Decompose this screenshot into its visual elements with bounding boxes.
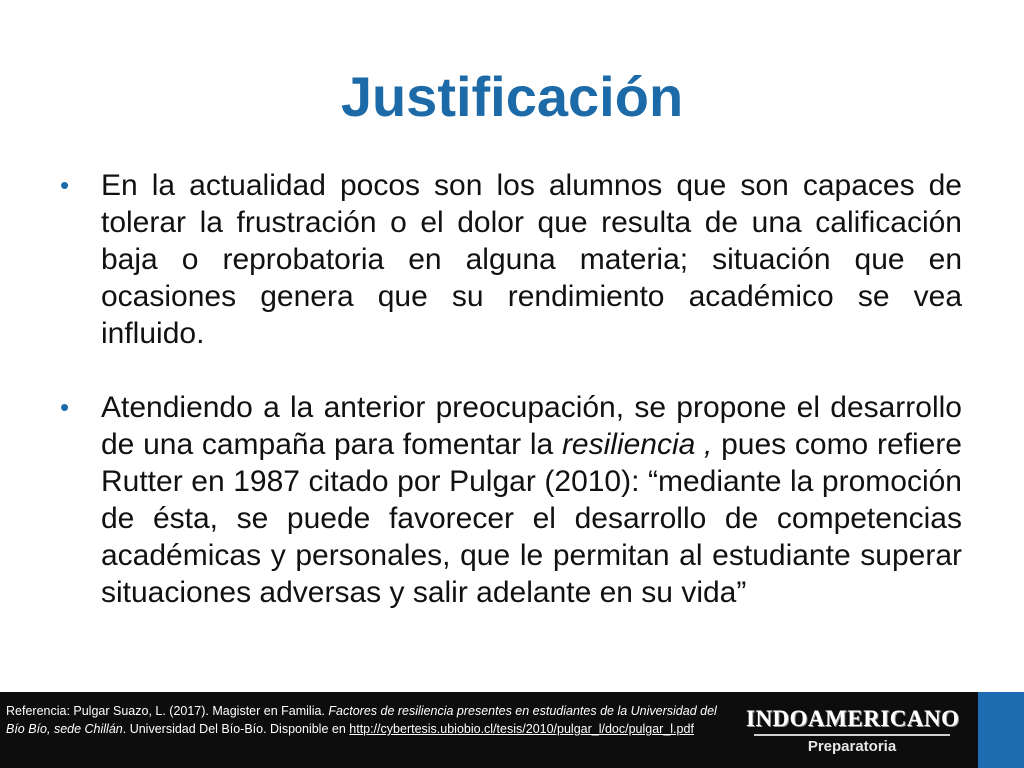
- bullet-item: [60, 167, 962, 352]
- brand-logo: [746, 706, 958, 758]
- bullet-text: En la actualidad pocos son los alumnos que son capaces de tolerar la frustración o el dolor que resulta de una calificación baja o reprobatoria en alguna materia; situación que en ocasiones genera que su rendimiento académico se vea influido.: [101, 169, 962, 350]
- bullet-icon: •: [60, 170, 70, 200]
- slide-title: Justificación: [340, 65, 684, 128]
- bullet-list: [60, 167, 962, 611]
- footer-accent-bar: [978, 692, 1024, 768]
- reference-text: [6, 702, 722, 738]
- bullet-text-start: Atendiendo a la anterior preocupación, se propone el desarrollo de una campaña para fomentar la: [101, 391, 962, 461]
- reference-link[interactable]: http://cybertesis.ubiobio.cl/tesis/2010/pulgar_l/doc/pulgar_l.pdf: [349, 722, 694, 736]
- bullet-text-end: pues como refiere Rutter en 1987 citado por Pulgar (2010): “mediante la promoción de ésta, se puede favorecer el desarrollo de competencias académicas y personales, que le permitan al estudiante superar situaciones adversas y salir adelante en su vida”: [101, 428, 962, 609]
- reference-prefix: Referencia: Pulgar Suazo, L. (2017). Magister en Familia.: [6, 704, 329, 718]
- reference-title: Factores de resiliencia presentes en estudiantes de la Universidad del Bío Bío, sede Chillán: [6, 704, 717, 736]
- bullet-emphasis: resiliencia ,: [561, 428, 713, 461]
- bullet-item: [60, 389, 962, 611]
- bullet-icon: •: [60, 392, 70, 422]
- logo-title: INDOAMERICANO: [746, 706, 960, 731]
- logo-divider: [754, 734, 950, 736]
- footer-bar: [0, 692, 1024, 768]
- logo-subtitle: Preparatoria: [807, 738, 897, 755]
- reference-suffix: . Universidad Del Bío-Bío. Disponible en: [122, 722, 350, 736]
